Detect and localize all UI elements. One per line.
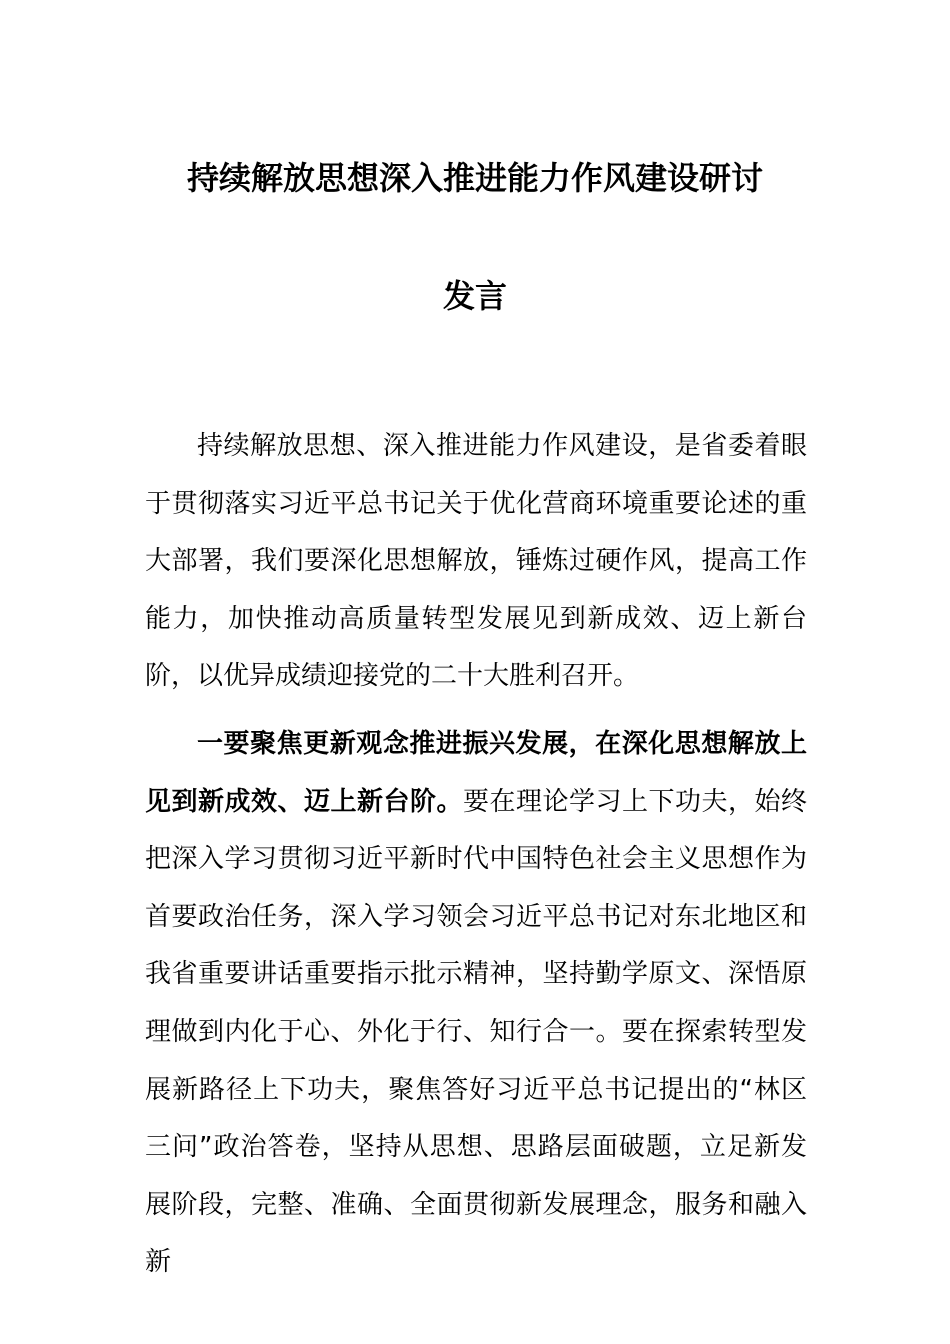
paragraph-1 (145, 418, 807, 706)
document-body (145, 418, 807, 1292)
document-title-line-1: 持续解放思想深入推进能力作风建设研讨 (186, 159, 763, 197)
paragraph-2-text: 要在理论学习上下功夫，始终把深入学习贯彻习近平新时代中国特色社会主义思想作为首要政治任务，深入学习领会习近平总书记对东北地区和我省重要讲话重要指示批示精神，坚持勤学原文、深悟原理做到内化于心、外化于行、知行合一。要在探索转型发展新路径上下功夫，聚焦答好习近平总书记提出的“林区三问”政治答卷，坚持从思想、思路层面破题，立足新发展阶段，完整、准确、全面贯彻新发展理念，服务和融入新 (145, 786, 807, 1278)
paragraph-1-text: 持续解放思想、深入推进能力作风建设，是省委着眼于贯彻落实习近平总书记关于优化营商环境重要论述的重大部署，我们要深化思想解放，锤炼过硬作风，提高工作能力，加快推动高质量转型发展见到新成效、迈上新台阶，以优异成绩迎接党的二十大胜利召开。 (145, 431, 807, 692)
paragraph-2 (145, 716, 807, 1292)
paragraph-2-lead: 一要聚焦更新观念推进振兴发展，在深化思想解放上见到新成效、迈上新台阶。 (145, 728, 807, 817)
document-title-line-2: 发言 (442, 277, 507, 315)
